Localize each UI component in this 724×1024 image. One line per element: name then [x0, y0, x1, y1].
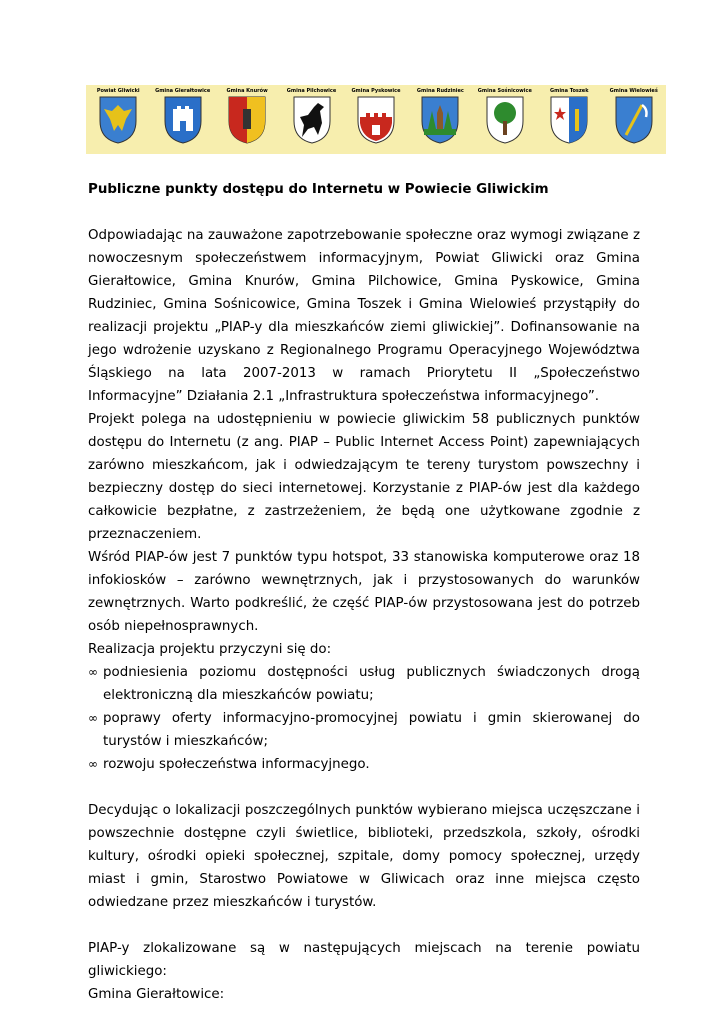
page-title: Publiczne punkty dostępu do Internetu w Powiecie Gliwickim: [88, 182, 549, 197]
list-item: ∞ podniesienia poziomu dostępności usług publicznych świadczonych drogą elektroniczną dla mieszkańców powiatu;: [88, 661, 640, 707]
goals-list: [88, 661, 640, 776]
toszek-crest-icon: [549, 95, 589, 145]
crest-label: Gmina Gierałtowice: [155, 88, 211, 94]
infinity-bullet-icon: ∞: [88, 711, 98, 725]
paragraph-piap-list-intro: PIAP-y zlokalizowane są w następujących miejscach na terenie powiatu gliwickiego:: [88, 941, 640, 979]
knurow-crest-icon: [227, 95, 267, 145]
crest-knurow: [218, 87, 276, 145]
crest-label: Gmina Sośnicowice: [477, 88, 532, 94]
crests-banner: [86, 85, 666, 154]
crest-powiat-gliwicki: [89, 87, 147, 145]
infinity-bullet-icon: ∞: [88, 757, 98, 771]
crest-label: Gmina Rudziniec: [416, 88, 464, 94]
crest-label: Gmina Knurów: [226, 88, 268, 94]
paragraph-piap-types: Wśród PIAP-ów jest 7 punktów typu hotspot, 33 stanowiska komputerowe oraz 18 infokiosków – zarówno wewnętrznych, jak i przystosowanych do warunków zewnętrznych. Warto podkreślić, że część PIAP-ów przystosowana jest do potrzeb osób niepełnosprawnych.: [88, 550, 640, 634]
crest-label: Gmina Pilchowice: [286, 88, 337, 94]
tree-crest-icon: [485, 95, 525, 145]
paragraph-gieraltowice-heading: Gmina Gierałtowice:: [88, 987, 225, 1002]
castle-crest-icon: [163, 95, 203, 145]
horse-crest-icon: [292, 95, 332, 145]
paragraph-intro: Odpowiadając na zauważone zapotrzebowanie społeczne oraz wymogi związane z nowoczesnym społeczeństwem informacyjnym, Powiat Gliwicki oraz Gmina Gierałtowice, Gmina Knurów, Gmina Pilchowice, Gmina Pyskowice, Gmina Rudziniec, Gmina Sośnicowice, Gmina Toszek i Gmina Wielowieś przystąpiły do realizacji projektu „PIAP-y dla mieszkańców ziemi gliwickiej”. Dofinansowanie na jego wdrożenie uzyskano z Regionalnego Programu Operacyjnego Województwa Śląskiego na lata 2007-2013 w ramach Priorytetu II „Społeczeństwo Informacyjne” Działania 2.1 „Infrastruktura społeczeństwa informacyjnego”.: [88, 228, 640, 404]
crest-label: Gmina Pyskowice: [351, 88, 401, 94]
crest-label: Gmina Wielowieś: [609, 88, 658, 94]
crest-pyskowice: [347, 87, 405, 145]
crest-toszek: [540, 87, 598, 145]
paragraph-locations: Decydując o lokalizacji poszczególnych punktów wybierano miejsca uczęszczane i powszechnie dostępne czyli świetlice, biblioteki, przedszkola, szkoły, ośrodki kultury, ośrodki opieki społecznej, szpitale, domy pomocy społecznej, urzędy miast i gmin, Starostwo Powiatowe w Gliwicach oraz inne miejsca często odwiedzane przez mieszkańców i turystów.: [88, 803, 640, 910]
wall-crest-icon: [356, 95, 396, 145]
document-body: [88, 178, 640, 1006]
eagle-crest-icon: [98, 95, 138, 145]
church-trees-crest-icon: [420, 95, 460, 145]
crest-label: Gmina Toszek: [550, 88, 589, 94]
infinity-bullet-icon: ∞: [88, 665, 98, 679]
crest-sosnicowice: [476, 87, 534, 145]
paragraph-goals-intro: Realizacja projektu przyczyni się do:: [88, 642, 332, 657]
list-item: ∞ poprawy oferty informacyjno-promocyjnej powiatu i gmin skierowanej do turystów i mieszkańców;: [88, 707, 640, 753]
crest-gieraltowice: [154, 87, 212, 145]
paragraph-project: Projekt polega na udostępnieniu w powiecie gliwickim 58 publicznych punktów dostępu do Internetu (z ang. PIAP – Public Internet Access Point) zapewniających zarówno mieszkańcom, jak i odwiedzającym te tereny turystom powszechny i bezpieczny dostęp do sieci internetowej. Korzystanie z PIAP-ów jest dla każdego całkowicie bezpłatne, z zastrzeżeniem, że będą one użytkowane zgodnie z przeznaczeniem.: [88, 412, 640, 542]
list-item: ∞ rozwoju społeczeństwa informacyjnego.: [88, 753, 640, 776]
scythe-crest-icon: [614, 95, 654, 145]
crest-label: Powiat Gliwicki: [96, 88, 140, 94]
crest-wielowies: [605, 87, 663, 145]
crest-rudziniec: [411, 87, 469, 145]
crest-pilchowice: [283, 87, 341, 145]
